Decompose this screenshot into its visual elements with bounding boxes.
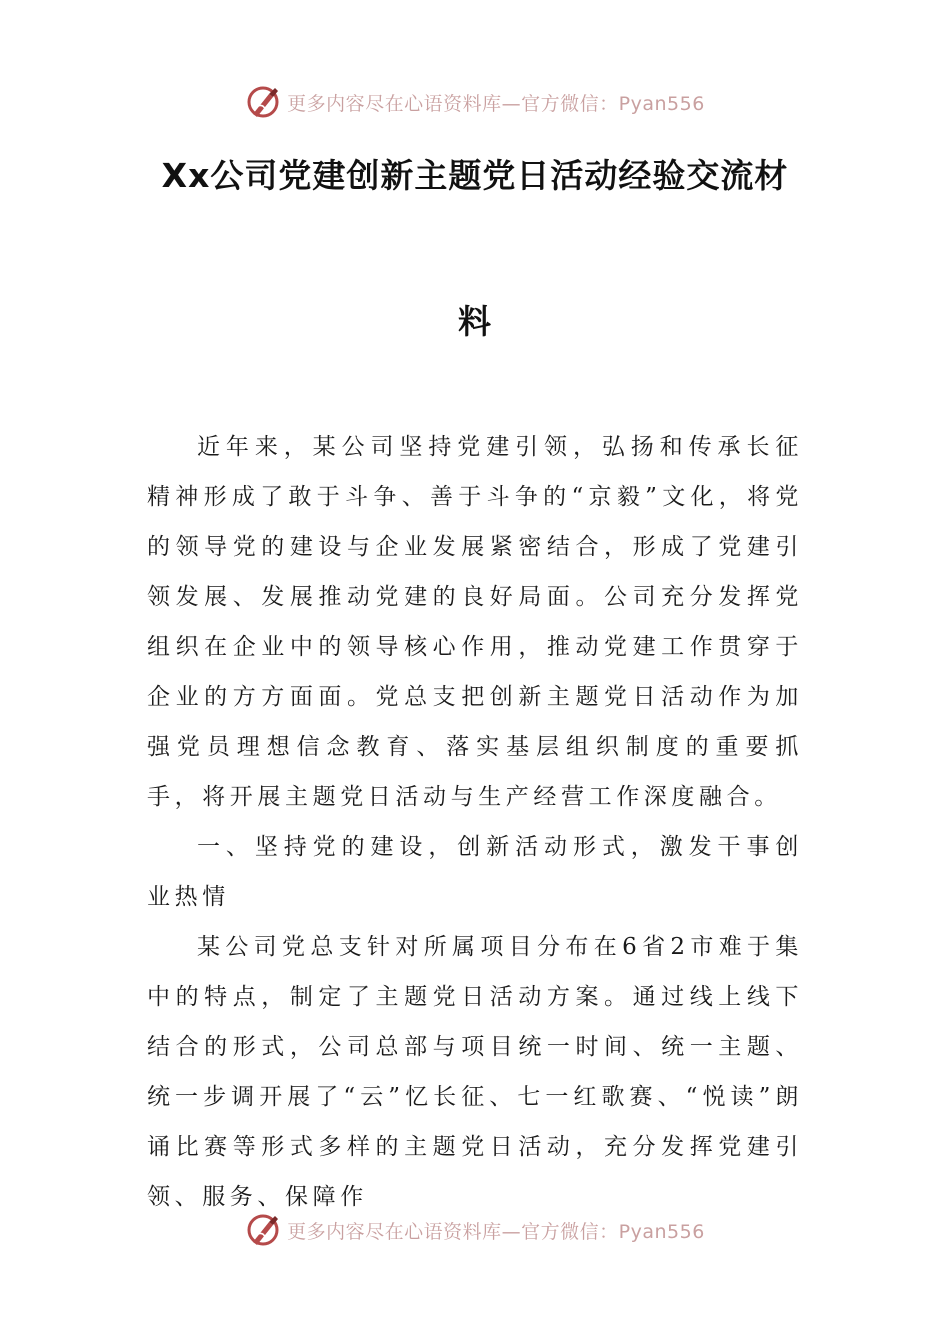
pen-logo-icon	[245, 1212, 281, 1248]
paragraph-section-1: 某公司党总支针对所属项目分布在6省2市难于集中的特点，制定了主题党日活动方案。通过线上线下结合的形式，公司总部与项目统一时间、统一主题、统一步调开展了“云”忆长征、七一红歌赛、“悦读”朗诵比赛等形式多样的主题党日活动，充分发挥党建引领、服务、保障作	[147, 934, 803, 1210]
pen-logo-icon	[245, 84, 281, 120]
paragraph-intro: 近年来，某公司坚持党建引领，弘扬和传承长征精神形成了敢于斗争、善于斗争的“京毅”文化，将党的领导党的建设与企业发展紧密结合，形成了党建引领发展、发展推动党建的良好局面。公司充分发挥党组织在企业中的领导核心作用，推动党建工作贯穿于企业的方方面面。党总支把创新主题党日活动作为加强党员理想信念教育、落实基层组织制度的重要抓手，将开展主题党日活动与生产经营工作深度融合。	[147, 434, 803, 810]
header-banner-text: 更多内容尽在心语资料库—官方微信：Pyan556	[287, 92, 705, 115]
footer-banner-text: 更多内容尽在心语资料库—官方微信：Pyan556	[287, 1220, 705, 1243]
document-title-line-2: 料	[458, 302, 492, 341]
footer-banner	[0, 1210, 950, 1250]
document-title-line-1: Xx公司党建创新主题党日活动经验交流材	[161, 156, 789, 195]
header-banner	[0, 82, 950, 122]
section-heading-1: 一、坚持党的建设，创新活动形式，激发干事创业热情	[147, 834, 803, 910]
document-body	[147, 422, 803, 1222]
